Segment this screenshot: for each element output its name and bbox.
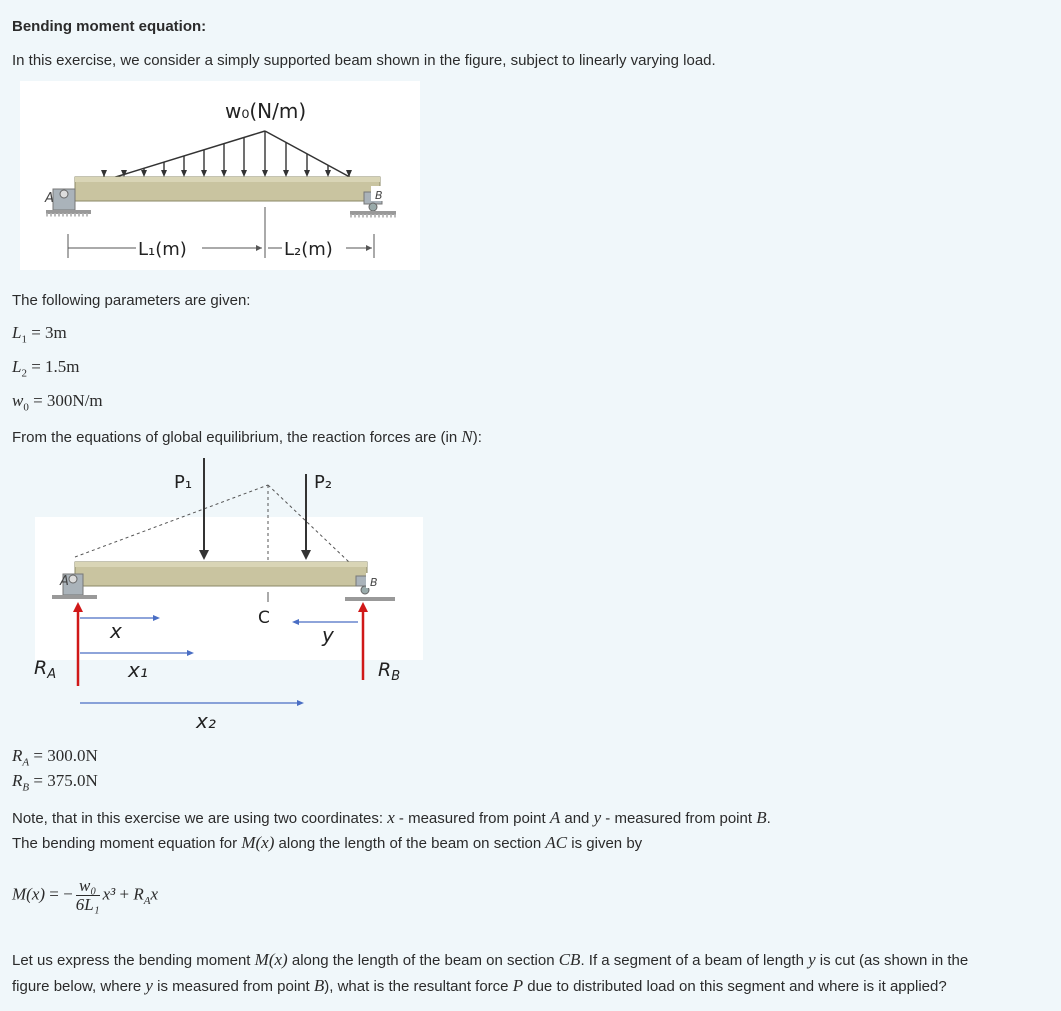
result-rb: $R_B = 375.0N$ — [12, 771, 98, 794]
label-p2: P₂ — [314, 472, 333, 493]
dim-label-l1: L₁(m) — [138, 239, 187, 260]
free-body-figure — [20, 452, 440, 737]
question-line-2: figure below, where y is measured from point B), what is the resultant force P due to distributed load on this segment and where is it applied? — [12, 976, 947, 995]
result-ra: $R_A = 300.0N$ — [12, 746, 98, 769]
label-ra: $R_A$ — [34, 657, 57, 682]
param-w0: $w_0 = 300N/m$ — [12, 391, 103, 414]
dim-label-l2: L₂(m) — [284, 239, 333, 260]
label-rb: $R_B$ — [378, 659, 401, 684]
label-c: C — [258, 608, 270, 628]
load-arrow-head — [201, 170, 207, 177]
reactions-intro: From the equations of global equilibrium, the reaction forces are (in N): — [12, 427, 482, 446]
free-body-diagram — [20, 452, 440, 737]
label-a: A — [45, 191, 54, 206]
dim-arrow-2 — [366, 245, 372, 251]
load-arrow-head — [304, 170, 310, 177]
note-text: Note, that in this exercise we are using two coordinates: x - measured from point A and y - measured from point B. — [12, 808, 771, 827]
load-arrow-head — [101, 170, 107, 177]
load-arrow-head — [262, 170, 268, 177]
load-arrow-head — [181, 170, 187, 177]
moment-equation: M(x) = − $\frac{\text{w₀}}{\text{6L₁}}$ $x^3 + R_Ax$ — [12, 876, 159, 914]
label-y: y — [322, 623, 334, 647]
equation-fraction: $\frac{\text{w₀}}{\text{6L₁}}$ — [75, 876, 100, 914]
label-b-2: B — [370, 576, 378, 589]
load-arrow-head — [283, 170, 289, 177]
load-arrows — [101, 131, 352, 181]
param-l2: $L_2 = 1.5m$ — [12, 357, 80, 380]
label-a-2: A — [60, 574, 69, 589]
load-arrow-head — [325, 170, 331, 177]
params-intro: The following parameters are given: — [12, 292, 251, 309]
label-x2: x₂ — [196, 709, 216, 733]
label-x: x — [110, 619, 122, 643]
dim-arrow-1 — [256, 245, 262, 251]
question-line-1: Let us express the bending moment M(x) along the length of the beam on section CB. If a segment of a beam of length y is cut (as shown in the — [12, 950, 969, 969]
moment-intro: The bending moment equation for M(x) along the length of the beam on section AC is given by — [12, 833, 643, 852]
beam-diagram — [20, 81, 420, 270]
load-arrow-head — [141, 170, 147, 177]
param-l1: $L_1 = 3m$ — [12, 323, 67, 346]
x2-arrow-head — [297, 700, 304, 706]
beam-2-top-face — [75, 562, 367, 567]
section-heading: Bending moment equation: — [12, 18, 207, 35]
label-p1: P₁ — [174, 472, 193, 493]
label-x1: x₁ — [128, 658, 148, 682]
beam-figure — [20, 81, 420, 270]
load-label: w₀(N/m) — [225, 99, 307, 123]
label-b: B — [375, 189, 383, 202]
intro-text: In this exercise, we consider a simply supported beam shown in the figure, subject to linearly varying load. — [12, 52, 716, 69]
beam-top-face — [75, 177, 380, 182]
load-arrow-head — [241, 170, 247, 177]
load-arrow-head — [221, 170, 227, 177]
load-arrow-head — [161, 170, 167, 177]
